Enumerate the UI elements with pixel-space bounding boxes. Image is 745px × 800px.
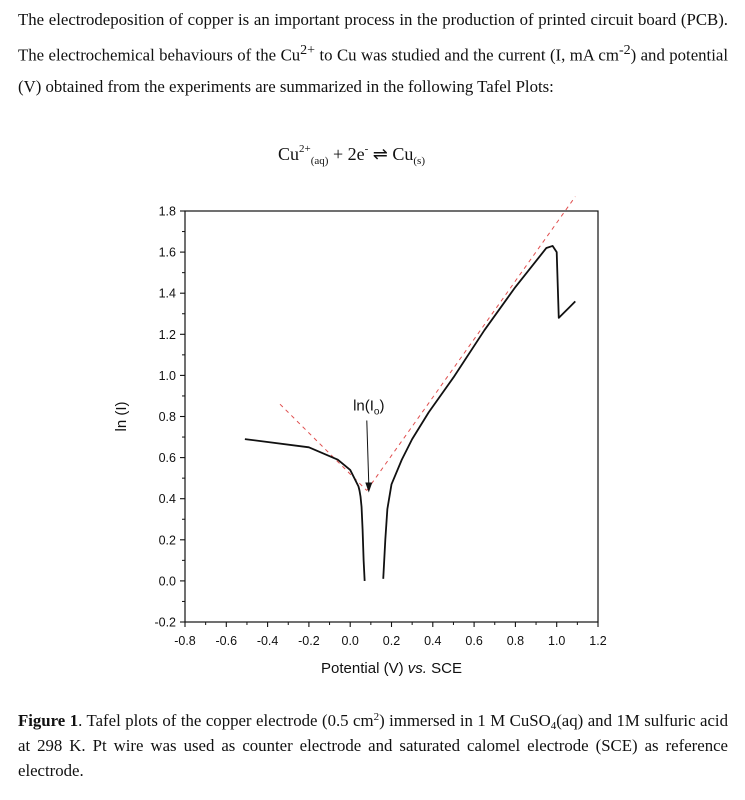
x-tick-label: 1.0 bbox=[548, 634, 566, 648]
x-axis-label: Potential (V) vs. SCE bbox=[321, 660, 462, 677]
plot-frame bbox=[185, 211, 598, 622]
x-tick-label: 0.8 bbox=[506, 634, 525, 648]
intro-text-1: The electrodeposition of copper is an important process in the production of printed circuit board (PCB). The electrochemical behaviours of the Cu bbox=[18, 10, 728, 65]
y-tick-label: 0.8 bbox=[158, 410, 176, 424]
eq-charge: 2+ bbox=[299, 143, 311, 155]
x-tick-label: 1.2 bbox=[589, 634, 607, 648]
y-tick-label: 1.0 bbox=[158, 368, 176, 383]
y-tick-label: 0.4 bbox=[158, 492, 176, 507]
eq-cu: Cu bbox=[278, 144, 300, 164]
annotation-arrow-shaft bbox=[367, 421, 369, 485]
eq-solid-state: (s) bbox=[413, 155, 425, 167]
caption-text-2: ) immersed in 1 M CuSO bbox=[379, 711, 551, 730]
caption-text-3: (aq) and 1M sulfuric acid at 298 K. Pt wire was used as counter electrode and saturated calomel electrode (SCE) as reference electrode. bbox=[18, 711, 728, 780]
x-tick-label: -0.8 bbox=[174, 634, 196, 648]
exchange-current-label: $\ln(I_o)$ bbox=[353, 397, 385, 418]
caption-label: Figure 1 bbox=[18, 711, 79, 730]
intro-paragraph bbox=[18, 4, 728, 102]
eq-aq: (aq) bbox=[310, 155, 329, 167]
caption-sulfate-subscript: 4 bbox=[550, 720, 557, 732]
y-tick-label: 1.6 bbox=[158, 245, 176, 260]
x-tick-label: 0.4 bbox=[424, 634, 442, 648]
eq-electrons: + 2e bbox=[328, 144, 365, 164]
x-tick-label: -0.2 bbox=[298, 634, 320, 648]
x-tick-label: -0.6 bbox=[215, 634, 238, 648]
x-tick-label: 0.6 bbox=[465, 634, 483, 648]
x-tick-label: 0.2 bbox=[382, 634, 401, 648]
y-tick-label: 0.0 bbox=[158, 574, 176, 589]
tafel-plot bbox=[0, 190, 745, 690]
equilibrium-arrow-icon: ⇌ bbox=[368, 144, 393, 164]
eq-electron-charge: - bbox=[364, 143, 369, 155]
figure-caption bbox=[18, 708, 728, 783]
y-tick-label: 1.4 bbox=[158, 286, 176, 301]
caption-area-exponent: 2 bbox=[373, 711, 380, 723]
intro-text-3: ) and potential (V) obtained from the experiments are summarized in the following Tafel Plots: bbox=[18, 45, 728, 96]
copper-charge: 2+ bbox=[300, 43, 316, 58]
anodic-branch-line bbox=[383, 246, 575, 579]
y-axis-label: ln (I) bbox=[113, 401, 130, 432]
x-tick-label: -0.4 bbox=[256, 634, 279, 648]
eq-cu-solid: Cu bbox=[392, 144, 414, 164]
reaction-equation bbox=[278, 143, 425, 167]
y-tick-label: 0.6 bbox=[158, 451, 176, 466]
y-tick-label: 1.2 bbox=[158, 327, 176, 342]
unit-exponent: -2 bbox=[618, 43, 631, 58]
arrowhead-icon bbox=[365, 483, 372, 493]
intro-text-2: to Cu was studied and the current (I, mA cm bbox=[315, 45, 619, 65]
caption-text-1: . Tafel plots of the copper electrode (0.5 cm bbox=[78, 711, 374, 730]
cathodic-branch-line bbox=[245, 439, 365, 581]
y-tick-label: 0.2 bbox=[158, 533, 176, 548]
y-tick-label: 1.8 bbox=[158, 204, 176, 219]
tafel-extrapolation-line-2 bbox=[367, 197, 576, 491]
y-tick-label: -0.2 bbox=[154, 615, 176, 630]
x-tick-label: 0.0 bbox=[341, 634, 359, 648]
